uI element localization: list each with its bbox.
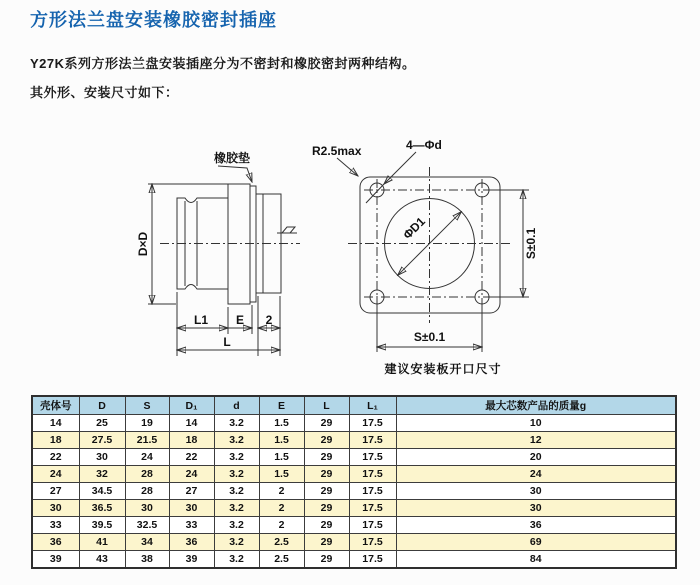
table-cell: 17.5 xyxy=(349,449,396,466)
header-cell: D xyxy=(79,396,125,415)
table-cell: 3.2 xyxy=(214,483,259,500)
dim-l1-label: L1 xyxy=(193,313,209,327)
table-cell: 19 xyxy=(125,415,169,432)
table-cell: 17.5 xyxy=(349,551,396,569)
table-cell: 29 xyxy=(304,483,349,500)
table-cell: 30 xyxy=(32,500,79,517)
table-cell: 39 xyxy=(169,551,214,569)
table-header-row xyxy=(32,396,676,415)
table-cell: 29 xyxy=(304,500,349,517)
table-cell: 24 xyxy=(125,449,169,466)
table-cell: 18 xyxy=(32,432,79,449)
table-cell: 33 xyxy=(32,517,79,534)
table-cell: 3.2 xyxy=(214,534,259,551)
table-cell: 34 xyxy=(125,534,169,551)
table-cell: 36 xyxy=(396,517,676,534)
table-cell: 17.5 xyxy=(349,483,396,500)
table-cell: 3.2 xyxy=(214,449,259,466)
table-cell: 39.5 xyxy=(79,517,125,534)
table-cell: 27.5 xyxy=(79,432,125,449)
table-cell: 18 xyxy=(169,432,214,449)
table-cell: 14 xyxy=(32,415,79,432)
table-row xyxy=(32,500,676,517)
intro-paragraph: Y27K系列方形法兰盘安装插座分为不密封和橡胶密封两种结构。 xyxy=(30,56,416,71)
diameter-label: ΦD1 xyxy=(400,214,429,243)
dim-2-label: 2 xyxy=(265,313,273,327)
header-cell: d xyxy=(214,396,259,415)
table-cell: 24 xyxy=(169,466,214,483)
table-cell: 2 xyxy=(259,483,304,500)
table-cell: 28 xyxy=(125,483,169,500)
table-cell: 2 xyxy=(259,500,304,517)
table-cell: 2.5 xyxy=(259,551,304,569)
table-cell: 3.2 xyxy=(214,517,259,534)
table-cell: 10 xyxy=(396,415,676,432)
table-cell: 22 xyxy=(32,449,79,466)
table-cell: 3.2 xyxy=(214,415,259,432)
header-cell: L xyxy=(304,396,349,415)
header-cell: 壳体号 xyxy=(32,396,79,415)
table-cell: 29 xyxy=(304,551,349,569)
table-cell: 30 xyxy=(79,449,125,466)
table-cell: 29 xyxy=(304,466,349,483)
table-row xyxy=(32,449,676,466)
table-cell: 30 xyxy=(396,483,676,500)
table-cell: 17.5 xyxy=(349,432,396,449)
table-cell: 1.5 xyxy=(259,449,304,466)
table-cell: 24 xyxy=(396,466,676,483)
table-cell: 29 xyxy=(304,534,349,551)
table-cell: 33 xyxy=(169,517,214,534)
header-cell: 最大芯数产品的质量g xyxy=(396,396,676,415)
table-cell: 3.2 xyxy=(214,466,259,483)
table-cell: 24 xyxy=(32,466,79,483)
table-cell: 17.5 xyxy=(349,415,396,432)
table-cell: 29 xyxy=(304,415,349,432)
table-cell: 43 xyxy=(79,551,125,569)
table-cell: 22 xyxy=(169,449,214,466)
table-row xyxy=(32,432,676,449)
table-cell: 14 xyxy=(169,415,214,432)
table-row xyxy=(32,517,676,534)
table-cell: 17.5 xyxy=(349,517,396,534)
spec-table xyxy=(31,395,677,569)
table-cell: 36.5 xyxy=(79,500,125,517)
table-cell: 27 xyxy=(169,483,214,500)
dim-e-label: E xyxy=(235,313,245,327)
hole-count-label: 4—Φd xyxy=(406,138,442,152)
table-row xyxy=(32,483,676,500)
table-cell: 21.5 xyxy=(125,432,169,449)
table-cell: 69 xyxy=(396,534,676,551)
header-cell: S xyxy=(125,396,169,415)
table-cell: 1.5 xyxy=(259,415,304,432)
table-cell: 3.2 xyxy=(214,432,259,449)
corner-radius-label: R2.5max xyxy=(312,144,362,158)
table-row xyxy=(32,466,676,483)
front-view-drawing xyxy=(312,138,538,376)
table-cell: 30 xyxy=(396,500,676,517)
table-cell: 34.5 xyxy=(79,483,125,500)
table-cell: 20 xyxy=(396,449,676,466)
table-cell: 12 xyxy=(396,432,676,449)
table-cell: 27 xyxy=(32,483,79,500)
table-cell: 25 xyxy=(79,415,125,432)
table-cell: 30 xyxy=(125,500,169,517)
side-view-drawing xyxy=(136,150,300,356)
table-cell: 17.5 xyxy=(349,466,396,483)
table-cell: 38 xyxy=(125,551,169,569)
table-cell: 39 xyxy=(32,551,79,569)
header-cell: D₁ xyxy=(169,396,214,415)
table-cell: 36 xyxy=(169,534,214,551)
table-cell: 41 xyxy=(79,534,125,551)
gasket-label: 橡胶垫 xyxy=(214,151,251,165)
header-cell: L₁ xyxy=(349,396,396,415)
table-row xyxy=(32,551,676,569)
header-cell: E xyxy=(259,396,304,415)
table-row xyxy=(32,534,676,551)
dimensions-note: 其外形、安装尺寸如下： xyxy=(30,85,179,100)
table-cell: 28 xyxy=(125,466,169,483)
table-cell: 17.5 xyxy=(349,500,396,517)
table-cell: 32.5 xyxy=(125,517,169,534)
table-cell: 2 xyxy=(259,517,304,534)
page-title: 方形法兰盘安装橡胶密封插座 xyxy=(30,10,277,30)
table-cell: 17.5 xyxy=(349,534,396,551)
table-cell: 30 xyxy=(169,500,214,517)
dim-dxd-label: D×D xyxy=(136,231,150,257)
table-cell: 1.5 xyxy=(259,466,304,483)
table-cell: 2.5 xyxy=(259,534,304,551)
dim-s-right-label: S±0.1 xyxy=(524,227,538,260)
table-cell: 29 xyxy=(304,449,349,466)
table-cell: 29 xyxy=(304,432,349,449)
table-cell: 84 xyxy=(396,551,676,569)
dim-l-label: L xyxy=(223,335,231,349)
table-cell: 36 xyxy=(32,534,79,551)
table-cell: 1.5 xyxy=(259,432,304,449)
table-cell: 29 xyxy=(304,517,349,534)
table-row xyxy=(32,415,676,432)
technical-drawing xyxy=(0,130,700,392)
dim-s-bottom-label: S±0.1 xyxy=(413,330,446,344)
table-cell: 3.2 xyxy=(214,551,259,569)
table-cell: 32 xyxy=(79,466,125,483)
table-cell: 3.2 xyxy=(214,500,259,517)
front-view-caption: 建议安装板开口尺寸 xyxy=(384,362,502,376)
